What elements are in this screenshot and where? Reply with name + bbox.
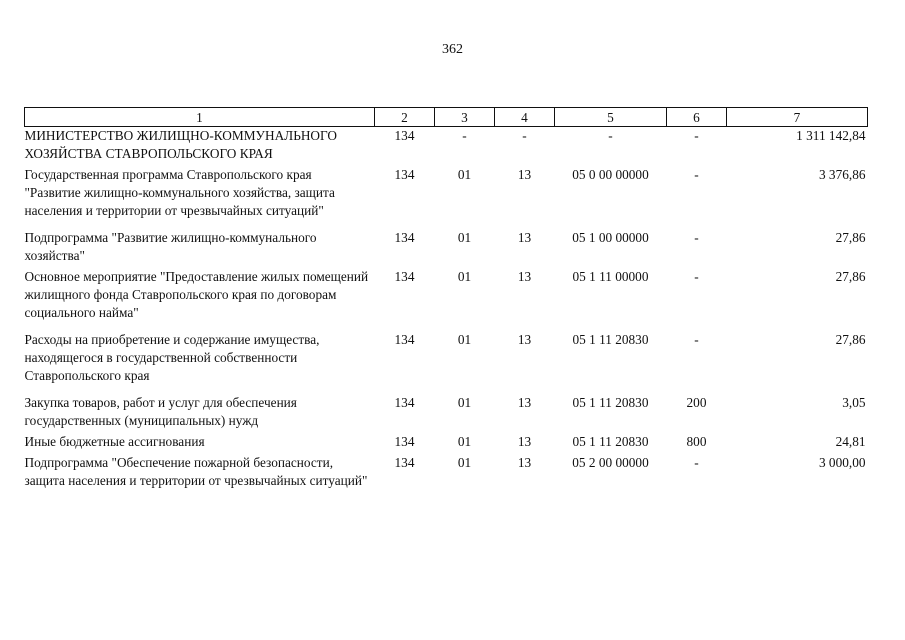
row-col-5: 05 1 00 00000 [572, 230, 649, 245]
column-header-7: 7 [727, 108, 868, 127]
row-col-5: 05 1 11 00000 [572, 269, 649, 284]
row-col-2: 134 [394, 395, 415, 410]
row-col-4: 13 [517, 434, 532, 449]
table-row [25, 331, 868, 394]
column-header-1: 1 [25, 108, 375, 127]
row-col-5: 05 1 11 20830 [572, 395, 649, 410]
row-col-2: 134 [394, 230, 415, 245]
row-col-3: 01 [457, 332, 472, 347]
table-row [25, 166, 868, 229]
column-header-2: 2 [375, 108, 435, 127]
table-header [25, 108, 868, 127]
row-col-4: 13 [517, 332, 532, 347]
row-col-5: 05 1 11 20830 [572, 434, 649, 449]
row-col-4: 13 [517, 167, 532, 182]
row-col-2: 134 [394, 269, 415, 284]
row-col-3: 01 [457, 230, 472, 245]
row-col-6: - [694, 128, 699, 143]
column-header-4: 4 [495, 108, 555, 127]
row-amount: 3 000,00 [818, 455, 866, 470]
table-row [25, 268, 868, 331]
row-col-6: - [694, 332, 699, 347]
row-col-4: 13 [517, 395, 532, 410]
row-amount: 27,86 [835, 269, 866, 284]
row-col-6: - [694, 230, 699, 245]
row-amount: 1 311 142,84 [796, 128, 866, 143]
row-col-5: 05 0 00 00000 [572, 167, 649, 182]
row-col-4: - [522, 128, 527, 143]
table-row [25, 433, 868, 454]
row-col-6: - [694, 269, 699, 284]
row-col-4: 13 [517, 230, 532, 245]
row-amount: 3 376,86 [818, 167, 866, 182]
table-body [25, 127, 868, 491]
table-row [25, 454, 868, 490]
row-amount: 27,86 [835, 332, 866, 347]
table-row [25, 229, 868, 268]
row-col-2: 134 [394, 332, 415, 347]
table-row [25, 127, 868, 167]
table-row [25, 394, 868, 433]
page-number: 362 [442, 42, 463, 57]
row-name: Подпрограмма "Развитие жилищно-коммунального хозяйства" [24, 230, 317, 263]
row-col-3: 01 [457, 434, 472, 449]
row-name: Расходы на приобретение и содержание имущества, находящегося в государственной собственности Ставропольского края [24, 332, 320, 383]
row-col-5: 05 2 00 00000 [572, 455, 649, 470]
row-amount: 3,05 [842, 395, 866, 410]
column-header-3: 3 [435, 108, 495, 127]
row-col-2: 134 [394, 455, 415, 470]
row-col-6: 800 [686, 434, 707, 449]
row-name: Подпрограмма "Обеспечение пожарной безопасности, защита населения и территории от чрезвычайных ситуаций" [24, 455, 368, 488]
row-col-4: 13 [517, 269, 532, 284]
header-row [25, 108, 868, 127]
column-header-6: 6 [667, 108, 727, 127]
row-col-3: 01 [457, 455, 472, 470]
row-col-5: 05 1 11 20830 [572, 332, 649, 347]
row-name: Государственная программа Ставропольского края "Развитие жилищно-коммунального хозяйства, защита населения и территории от чрезвычайных ситуаций" [24, 167, 335, 218]
row-name: Иные бюджетные ассигнования [24, 434, 205, 449]
row-col-2: 134 [394, 128, 415, 143]
row-col-3: 01 [457, 167, 472, 182]
row-col-5: - [608, 128, 613, 143]
row-col-2: 134 [394, 434, 415, 449]
row-col-4: 13 [517, 455, 532, 470]
row-amount: 27,86 [835, 230, 866, 245]
row-col-3: 01 [457, 395, 472, 410]
row-col-2: 134 [394, 167, 415, 182]
column-header-5: 5 [555, 108, 667, 127]
row-name: Закупка товаров, работ и услуг для обеспечения государственных (муниципальных) нужд [24, 395, 297, 428]
row-col-3: 01 [457, 269, 472, 284]
row-col-6: - [694, 167, 699, 182]
row-col-6: - [694, 455, 699, 470]
row-amount: 24,81 [835, 434, 866, 449]
row-col-6: 200 [686, 395, 707, 410]
budget-table [24, 107, 868, 490]
row-name: МИНИСТЕРСТВО ЖИЛИЩНО-КОММУНАЛЬНОГО ХОЗЯЙСТВА СТАВРОПОЛЬСКОГО КРАЯ [24, 128, 337, 161]
row-col-3: - [462, 128, 467, 143]
row-name: Основное мероприятие "Предоставление жилых помещений жилищного фонда Ставропольского края по договорам социального найма" [24, 269, 369, 320]
